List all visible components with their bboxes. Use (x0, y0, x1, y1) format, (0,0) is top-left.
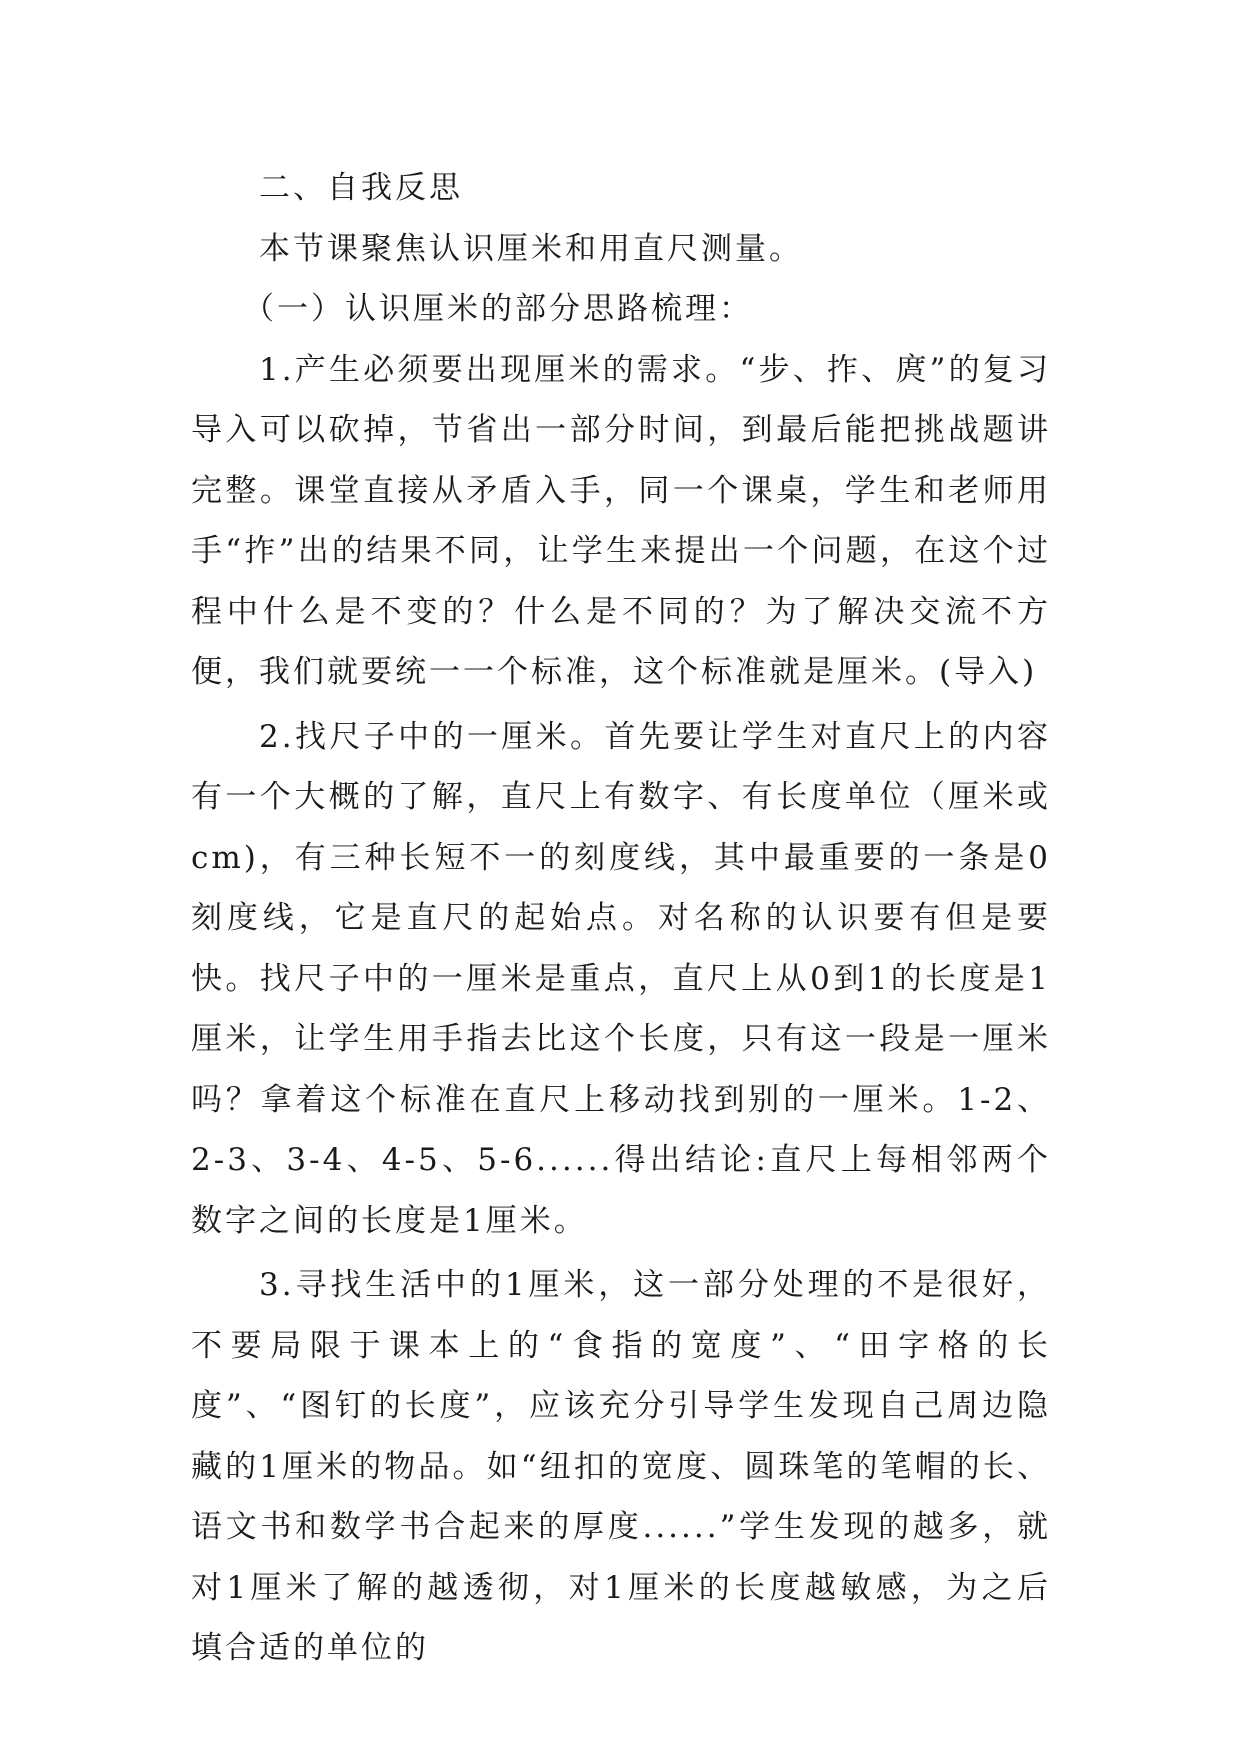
section-title: 二、自我反思 (259, 170, 463, 206)
paragraph-1: 1.产生必须要出现厘米的需求。“步、拃、庹”的复习导入可以砍掉，节省出一部分时间，到最后能把挑战题讲完整。课堂直接从矛盾入手，同一个课桌，学生和老师用手“拃”出的结果不同，让学生来提出一个问题，在这个过程中什么是不变的？什么是不同的？为了解决交流不方便，我们就要统一一个标准，这个标准就是厘米。(导入) (191, 351, 1051, 690)
intro-paragraph: 本节课聚焦认识厘米和用直尺测量。 (259, 230, 803, 267)
subsection-title: （一）认识厘米的部分思路梳理： (243, 291, 753, 327)
paragraph-2: 2.找尺子中的一厘米。首先要让学生对直尺上的内容有一个大概的了解，直尺上有数字、有长度单位（厘米或cm)，有三种长短不一的刻度线，其中最重要的一条是0刻度线，它是直尺的起始点。对名称的认识要有但是要快。找尺子中的一厘米是重点，直尺上从0到1的长度是1厘米，让学生用手指去比这个长度，只有这一段是一厘米吗？拿着这个标准在直尺上移动找到别的一厘米。1-2、2-3、3-4、4-5、5-6......得出结论:直尺上每相邻两个数字之间的长度是1厘米。 (191, 718, 1051, 1239)
document-body (191, 158, 1051, 1679)
paragraph-3: 3.寻找生活中的1厘米，这一部分处理的不是很好，不要局限于课本上的“食指的宽度”、“田字格的长度”、“图钉的长度”，应该充分引导学生发现自己周边隐藏的1厘米的物品。如“纽扣的宽度、圆珠笔的笔帽的长、语文书和数学书合起来的厚度......”学生发现的越多，就对1厘米了解的越透彻，对1厘米的长度越敏感，为之后填合适的单位的 (191, 1267, 1051, 1666)
